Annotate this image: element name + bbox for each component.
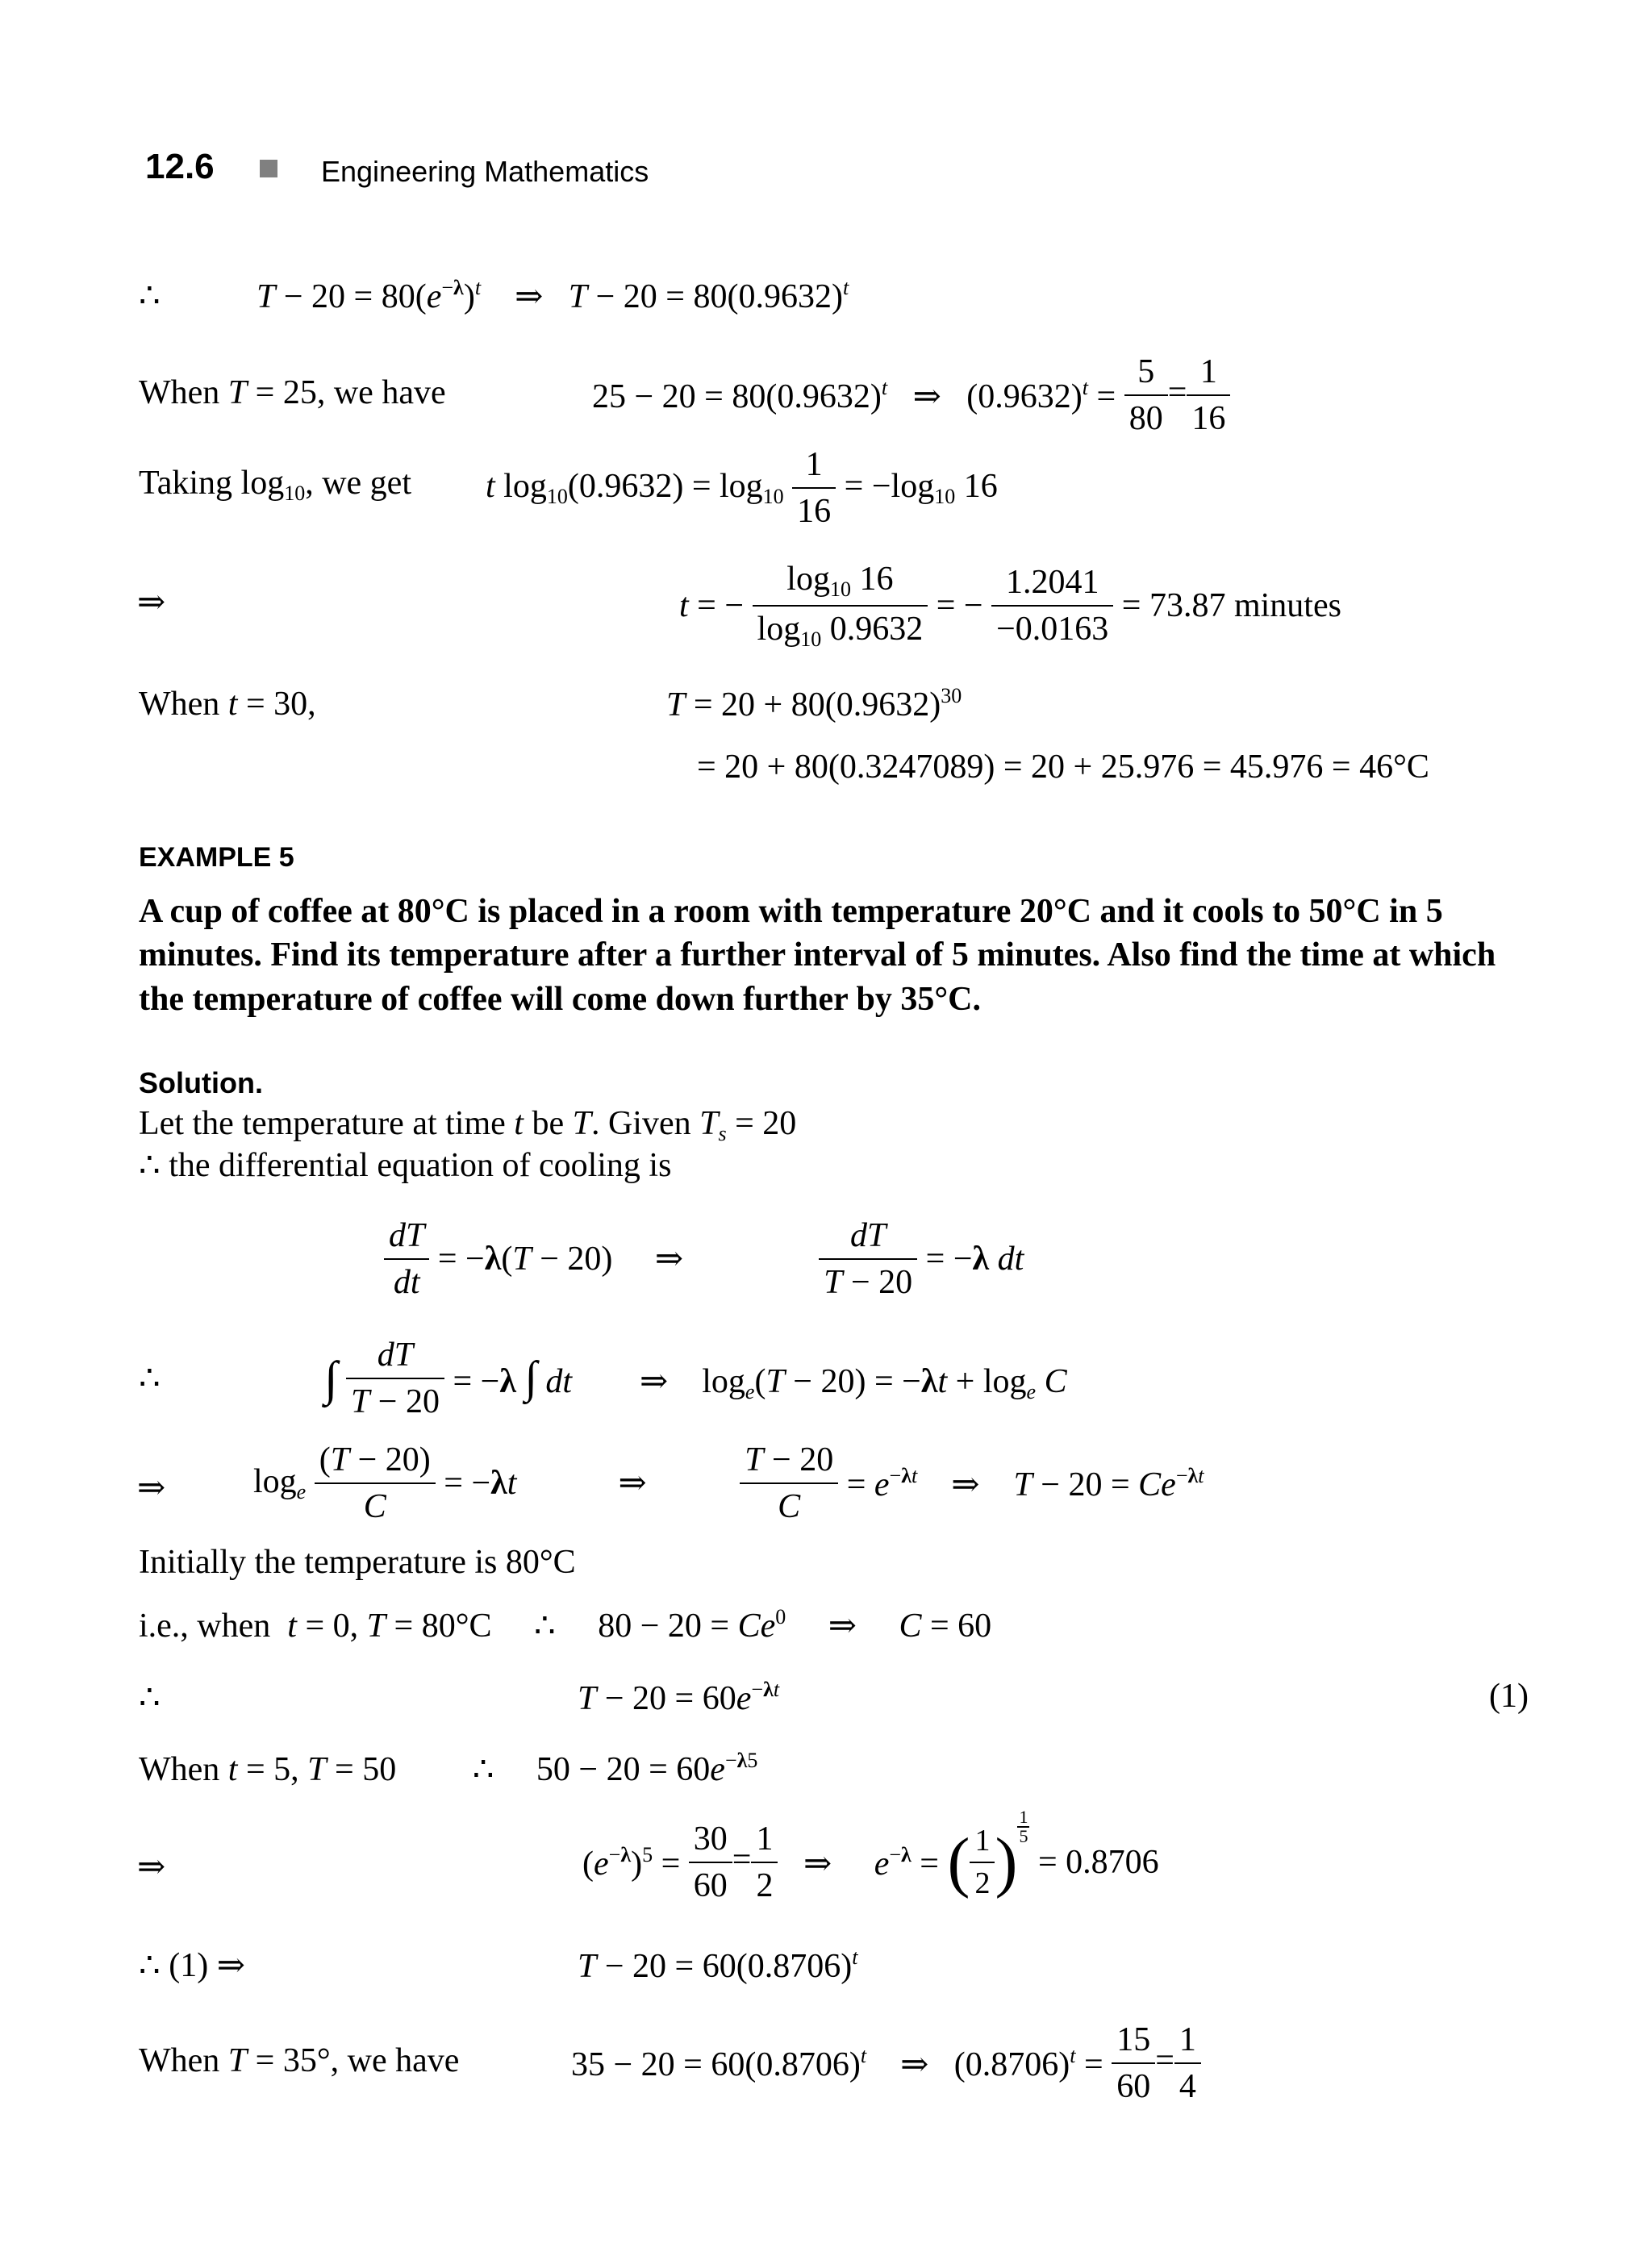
page-number: 12.6	[145, 147, 215, 186]
equation-number-1: (1)	[1489, 1678, 1529, 1715]
equation-eq1: $\frac{dT}{dt}$ = −λ(T − 20) ⇒ $\frac{dT}{T - 20}$ = −λ dt	[384, 1216, 1024, 1303]
example-statement-line-2: minutes. Find its temperature after a further interval of 5 minutes. Also find the time at which	[139, 936, 1496, 974]
when-t-30-label: When t = 30,	[139, 686, 316, 723]
when-t-35-label: When T = 35°, we have	[139, 2042, 460, 2079]
equation-eq5: $T - 20 = 60e^{-\lambda t}$	[578, 1678, 780, 1717]
equation-line-4: t = − $\frac{\log_{10} 16}{\log_{10} 0.9632}$ = − $\frac{1.2041}{-0.0163}$ = 73.87 minutes	[679, 561, 1341, 651]
therefore-symbol-3: ∴	[139, 1679, 161, 1716]
solution-text-2: ∴ the differential equation of cooling is	[139, 1147, 672, 1184]
when-t-25-label: When T = 25, we have	[139, 374, 446, 411]
equation-eq3: $\log_e$ $\frac{(T - 20)}{C}$ = −λt ⇒ $\frac{T - 20}{C}$ = $e^{-\lambda t}$ ⇒ $T - 20 = Ce^{-\lambda t}$	[253, 1441, 1204, 1526]
example-statement-line-3: the temperature of coffee will come down further by 35°C.	[139, 981, 981, 1018]
equation-line-1: $T - 20 = 80(e^{-\lambda})^t$ ⇒ $T - 20 = 80(0.9632)^t$	[257, 276, 849, 315]
implies-symbol-1: ⇒	[137, 584, 166, 621]
implies-symbol-2: ⇒	[137, 1470, 166, 1507]
equation-line-6: = 20 + 80(0.3247089) = 20 + 25.976 = 45.976 = 46°C	[697, 749, 1429, 786]
solution-text-1: Let the temperature at time t be T. Given $T_s = 20$	[139, 1105, 797, 1145]
equation-line-5: $T = 20 + 80(0.9632)^{30}$	[666, 684, 962, 724]
equation-eq4: i.e., when t = 0, T = 80°C ∴ $80 - 20 = Ce^0$ ⇒ C = 60	[139, 1605, 992, 1645]
solution-text-3: Initially the temperature is 80°C	[139, 1544, 576, 1581]
book-title: Engineering Mathematics	[321, 155, 649, 188]
equation-eq2: ∫ $\frac{dT}{T - 20}$ = −λ ∫ dt ⇒ $\log_e(T - 20) = -\lambda t + \log_e C$	[324, 1337, 1067, 1421]
equation-eq6: When t = 5, T = 50 ∴ $50 - 20 = 60e^{-\lambda 5}$	[139, 1749, 758, 1788]
equation-line-3: t $\log_{10}(0.9632) = \log_{10}$ $\frac{1}{16}$ = $-\log_{10}$ 16	[486, 446, 998, 531]
example-heading: EXAMPLE 5	[139, 842, 294, 873]
equation-eq7: $(e^{-\lambda})^5$ = $\frac{30}{60}$ = $\frac{1}{2}$ ⇒ $e^{-\lambda}$ = ( $\frac{1}{2}$ ) $\frac{1}{5}$ = 0.8706	[582, 1807, 1159, 1905]
equation-eq8: $T - 20 = 60(0.8706)^t$	[578, 1945, 858, 1985]
equation-eq8-left: ∴ (1) ⇒	[139, 1947, 245, 1984]
implies-symbol-3: ⇒	[137, 1849, 166, 1886]
equation-eq9: $35 - 20 = 60(0.8706)^t$ ⇒ $(0.8706)^t$ = $\frac{15}{60}$ = $\frac{1}{4}$	[571, 2020, 1201, 2107]
header-square-icon	[260, 160, 277, 177]
therefore-symbol: ∴	[139, 277, 161, 315]
therefore-symbol-2: ∴	[139, 1360, 161, 1397]
equation-line-2: $25 - 20 = 80(0.9632)^t$ ⇒ $(0.9632)^t$ = $\frac{5}{80}$ = $\frac{1}{16}$	[592, 352, 1230, 439]
taking-log-label: Taking $\log_{10}$, we get	[139, 465, 411, 505]
solution-heading: Solution.	[139, 1066, 263, 1099]
example-statement-line-1: A cup of coffee at 80°C is placed in a room with temperature 20°C and it cools to 50°C in 5	[139, 893, 1443, 930]
